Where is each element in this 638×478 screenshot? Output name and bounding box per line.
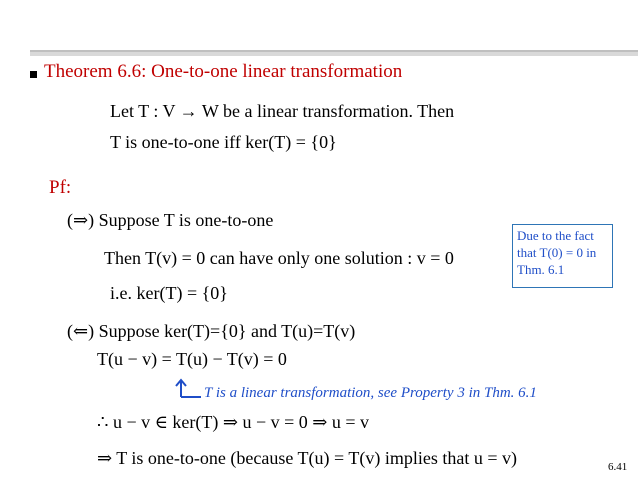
bullet-icon (30, 71, 37, 78)
backward-line-2: T(u − v) = T(u) − T(v) = 0 (97, 349, 287, 369)
proof-label: Pf: (49, 177, 72, 198)
statement-line-2: T is one-to-one iff ker(T) = {0} (110, 132, 337, 152)
statement-line-1: Let T : V → W be a linear transformation. Then (110, 101, 455, 121)
property-note: T is a linear transformation, see Property 3 in Thm. 6.1 (204, 385, 537, 401)
header-rule (30, 50, 638, 56)
forward-line-3: i.e. ker(T) = {0} (110, 283, 228, 303)
header-rule-inner (30, 50, 638, 52)
callout-box: Due to the fact that T(0) = 0 in Thm. 6.1 (512, 224, 613, 288)
backward-line-1: (⇐) Suppose ker(T)={0} and T(u)=T(v) (67, 321, 356, 341)
forward-line-1: (⇒) Suppose T is one-to-one (67, 210, 274, 230)
forward-line-2: Then T(v) = 0 can have only one solution : v = 0 (104, 248, 454, 268)
slide-heading: Theorem 6.6: One-to-one linear transformation (44, 61, 403, 82)
backward-line-4: ⇒ T is one-to-one (because T(u) = T(v) implies that u = v) (97, 448, 517, 468)
pointer-arrow-icon (173, 377, 203, 399)
backward-line-3: ∴ u − v ∈ ker(T) ⇒ u − v = 0 ⇒ u = v (97, 412, 370, 432)
page-number: 6.41 (608, 461, 628, 473)
